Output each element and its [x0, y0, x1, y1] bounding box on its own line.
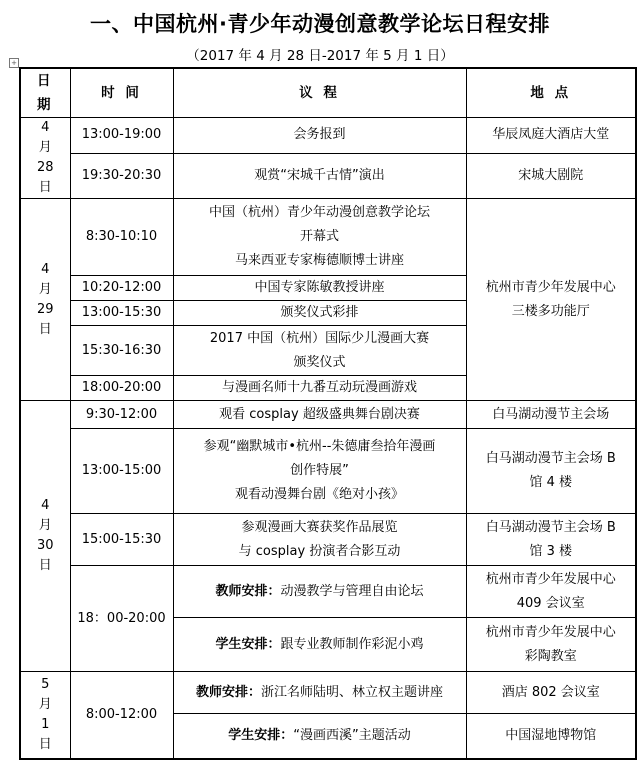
place-cell: 华辰凤庭大酒店大堂 [466, 118, 636, 154]
place-cell: 白马湖动漫节主会场 [466, 401, 636, 429]
header-place: 地 点 [466, 68, 636, 118]
agenda-cell: 观看 cosplay 超级盛典舞台剧决赛 [173, 401, 466, 429]
header-time: 时 间 [70, 68, 173, 118]
time-cell: 13:00-15:30 [70, 301, 173, 326]
table-row [20, 429, 636, 514]
time-cell: 18:00-20:00 [70, 376, 173, 401]
place-cell: 酒店 802 会议室 [466, 672, 636, 714]
time-cell: 15:30-16:30 [70, 326, 173, 376]
agenda-cell: 学生安排：“漫画西溪”主题活动 [173, 714, 466, 759]
time-cell: 13:00-19:00 [70, 118, 173, 154]
place-cell: 杭州市青少年发展中心 三楼多功能厅 [466, 199, 636, 401]
table-row [20, 118, 636, 154]
place-cell: 白马湖动漫节主会场 B 馆 4 楼 [466, 429, 636, 514]
schedule-table [19, 67, 637, 760]
date-cell-0501: 5 月 1 日 [20, 672, 70, 759]
table-move-handle-icon[interactable]: + [9, 58, 19, 68]
table-row [20, 566, 636, 618]
header-agenda: 议 程 [173, 68, 466, 118]
agenda-cell: 与漫画名师十九番互动玩漫画游戏 [173, 376, 466, 401]
table-row [20, 199, 636, 276]
table-row [20, 672, 636, 714]
table-header-row [20, 68, 636, 118]
agenda-cell: 颁奖仪式彩排 [173, 301, 466, 326]
agenda-cell: 观赏“宋城千古情”演出 [173, 153, 466, 198]
agenda-cell: 中国（杭州）青少年动漫创意教学论坛 开幕式 马来西亚专家梅德顺博士讲座 [173, 199, 466, 276]
table-row [20, 514, 636, 566]
agenda-cell: 参观漫画大赛获奖作品展览 与 cosplay 扮演者合影互动 [173, 514, 466, 566]
place-cell: 宋城大剧院 [466, 153, 636, 198]
time-cell: 8:30-10:10 [70, 199, 173, 276]
table-row [20, 153, 636, 198]
time-cell: 13:00-15:00 [70, 429, 173, 514]
place-cell: 中国湿地博物馆 [466, 714, 636, 759]
agenda-cell: 会务报到 [173, 118, 466, 154]
date-cell-0428: 4 月 28 日 [20, 118, 70, 199]
time-cell: 18：00-20:00 [70, 566, 173, 672]
table-row [20, 401, 636, 429]
time-cell: 9:30-12:00 [70, 401, 173, 429]
agenda-cell: 教师安排：动漫教学与管理自由论坛 [173, 566, 466, 618]
place-cell: 杭州市青少年发展中心 彩陶教室 [466, 618, 636, 672]
agenda-cell: 2017 中国（杭州）国际少儿漫画大赛 颁奖仪式 [173, 326, 466, 376]
date-cell-0430: 4 月 30 日 [20, 401, 70, 672]
time-cell: 8:00-12:00 [70, 672, 173, 759]
date-cell-0429: 4 月 29 日 [20, 199, 70, 401]
agenda-cell: 教师安排：浙江名师陆明、林立权主题讲座 [173, 672, 466, 714]
agenda-cell: 参观“幽默城市•杭州--朱德庸叁拾年漫画 创作特展” 观看动漫舞台剧《绝对小孩》 [173, 429, 466, 514]
agenda-cell: 学生安排：跟专业教师制作彩泥小鸡 [173, 618, 466, 672]
place-cell: 杭州市青少年发展中心 409 会议室 [466, 566, 636, 618]
agenda-cell: 中国专家陈敏教授讲座 [173, 276, 466, 301]
page-title: 一、中国杭州·青少年动漫创意教学论坛日程安排 [90, 12, 550, 36]
time-cell: 10:20-12:00 [70, 276, 173, 301]
time-cell: 15:00-15:30 [70, 514, 173, 566]
header-date: 日 期 [20, 68, 70, 118]
place-cell: 白马湖动漫节主会场 B 馆 3 楼 [466, 514, 636, 566]
time-cell: 19:30-20:30 [70, 153, 173, 198]
date-range-subtitle: （2017 年 4 月 28 日-2017 年 5 月 1 日） [186, 48, 454, 64]
